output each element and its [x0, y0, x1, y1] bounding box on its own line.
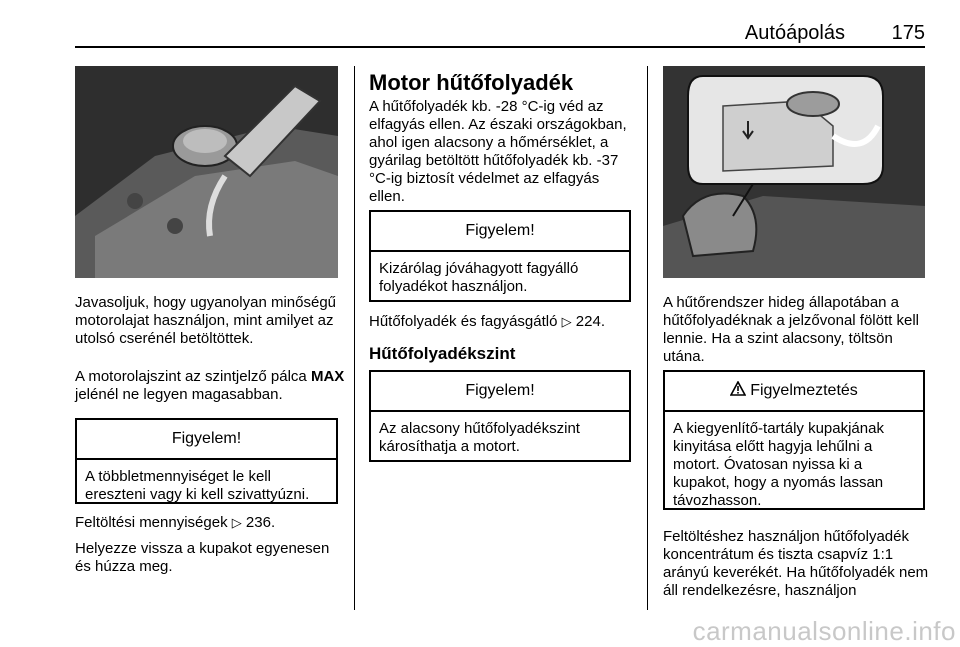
- coolant-level-subheading: Hűtőfolyadékszint: [369, 344, 516, 363]
- cap-paragraph: Helyezze vissza a kupakot egyenesen és húzza meg.: [75, 540, 330, 575]
- coolant-reference-page: 224.: [575, 313, 605, 330]
- warning-triangle-icon: [730, 381, 746, 401]
- page-reference-arrow-icon: ▷: [231, 515, 242, 530]
- warning-text: A kiegyenlítő-tartály kupakjának kinyitása előtt hagyja lehűlni a motort. Óvatosan nyissa ki a kupakot, hogy a nyomás lassan távozhasson.: [673, 420, 884, 509]
- page-reference-arrow-icon: ▷: [561, 314, 572, 329]
- oil-level-lead: A motorolajszint az szintjelző pálca: [75, 368, 307, 385]
- middle-notice-2-text: Az alacsony hűtőfolyadékszint károsíthatja a motort.: [379, 420, 580, 455]
- coolant-reference[interactable]: [369, 313, 639, 331]
- middle-notice-1-text: Kizárólag jóváhagyott fagyálló folyadékot használjon.: [379, 260, 579, 295]
- left-notice-title: Figyelem!: [77, 420, 336, 460]
- oil-quality-paragraph: Javasoljuk, hogy ugyanolyan minőségű motorolajat használjon, mint amilyet az utolsó cserénél betöltöttek.: [75, 294, 336, 347]
- coolant-mixture-paragraph: Feltöltéshez használjon hűtőfolyadék koncentrátum és tiszta csapvíz 1:1 arányú keverékét. Ha hűtőfolyadék nem áll rendelkezésre, használjon: [663, 528, 929, 599]
- engine-oil-fill-photo: [75, 66, 338, 278]
- coolant-intro-paragraph: A hűtőfolyadék kb. -28 °C-ig véd az elfagyás ellen. Az északi országokban, ahol igen alacsony a hőmérséklet, a gyárilag betöltött hűtőfolyadék kb. -37 °C-ig biztosít védelmet az elfagyás ellen.: [369, 98, 627, 205]
- fill-quantities-text: Feltöltési mennyiségek: [75, 514, 228, 531]
- left-notice-box: [75, 418, 338, 504]
- column-divider-left: [354, 66, 355, 610]
- left-notice-text: A többletmennyiséget le kell ereszteni vagy ki kell szivattyúzni.: [85, 468, 310, 503]
- coolant-heading: Motor hűtőfolyadék: [369, 70, 574, 95]
- warning-box: [663, 370, 925, 510]
- fill-quantities-page: 236.: [245, 514, 276, 531]
- page-number: 175: [891, 22, 925, 44]
- coolant-level-paragraph: A hűtőrendszer hideg állapotában a hűtőfolyadéknak a jelzővonal fölött kell lennie. Ha a szint alacsony, töltsön utána.: [663, 294, 919, 365]
- coolant-reservoir-photo: [663, 66, 925, 278]
- warning-header: [665, 372, 923, 412]
- warning-title: Figyelmeztetés: [750, 382, 858, 399]
- oil-level-paragraph: [75, 368, 345, 404]
- fill-quantities-reference[interactable]: [75, 514, 345, 532]
- max-mark-label: MAX: [310, 368, 345, 385]
- middle-notice-box-2: [369, 370, 631, 462]
- coolant-reference-text: Hűtőfolyadék és fagyásgátló: [369, 313, 558, 330]
- watermark: carmanualsonline.info: [692, 616, 956, 646]
- oil-level-tail: jelénél ne legyen magasabban.: [75, 386, 283, 403]
- header-divider: [75, 46, 925, 48]
- middle-notice-1-title: Figyelem!: [371, 212, 629, 252]
- middle-notice-2-title: Figyelem!: [371, 372, 629, 412]
- section-title: Autóápolás: [744, 22, 845, 44]
- column-divider-right: [647, 66, 648, 610]
- middle-notice-box-1: [369, 210, 631, 302]
